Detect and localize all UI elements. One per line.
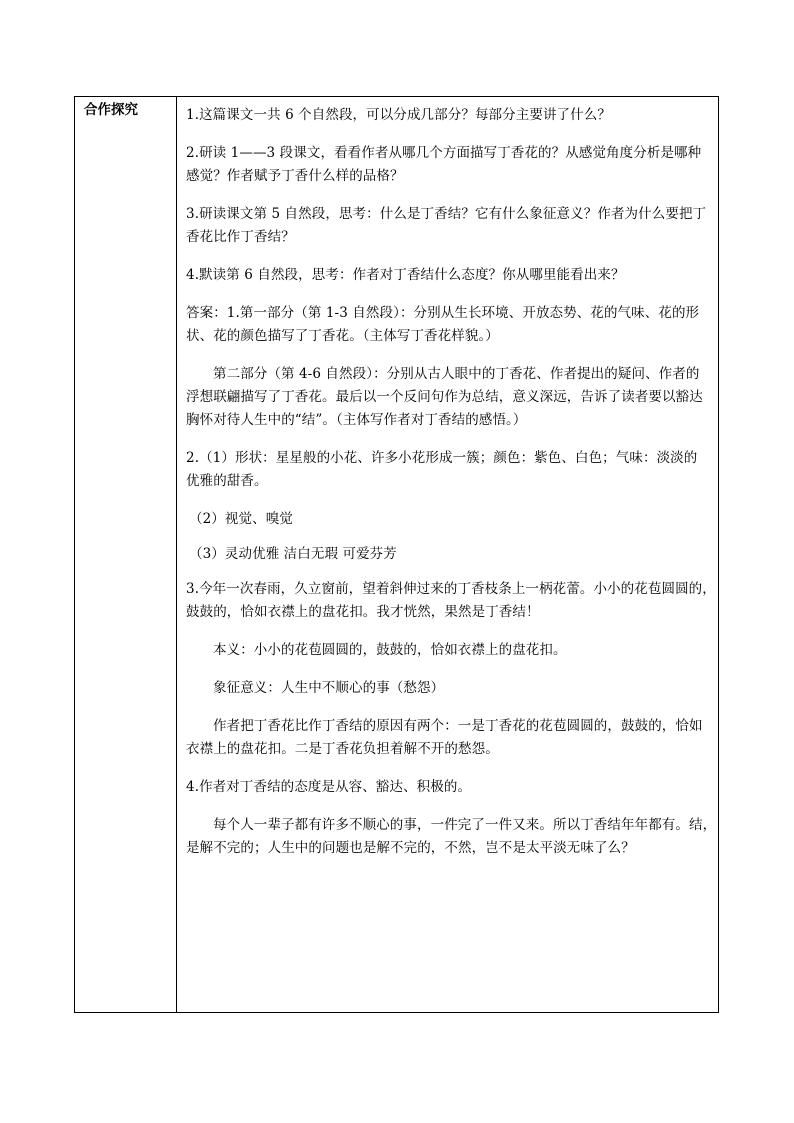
answer-1-part2-line-3: 胸怀对待人生中的“结”。（主体写作者对丁香结的感悟。） bbox=[186, 412, 527, 428]
answer-4-detail-line-1: 每个人一辈子都有许多不顺心的事，一件完了一件又来。所以丁香结年年都有。结， bbox=[213, 817, 717, 833]
answer-2-sub-3: （3）灵动优雅 洁白无瑕 可爱芬芳 bbox=[189, 546, 397, 562]
section-label: 合作探究 bbox=[84, 102, 138, 118]
answer-3-line-1: 3.今年一次春雨，久立窗前，望着斜伸过来的丁香枝条上一柄花蕾。小小的花苞圆圆的， bbox=[186, 581, 716, 597]
answer-1-part2-line-1: 第二部分（第 4-6 自然段）：分别从古人眼中的丁香花、作者提出的疑问、作者的 bbox=[213, 366, 700, 382]
answer-4: 4.作者对丁香结的态度是从容、豁达、积极的。 bbox=[186, 779, 472, 795]
answer-2-line-2: 优雅的甜香。 bbox=[186, 473, 268, 489]
answer-2-line-1: 2.（1）形状：星星般的小花、许多小花形成一簇；颜色：紫色、白色；气味：淡淡的 bbox=[186, 450, 698, 466]
worksheet-table bbox=[74, 96, 719, 1013]
question-4: 4.默读第 6 自然段，思考：作者对丁香结什么态度？你从哪里能看出来？ bbox=[186, 267, 625, 283]
answer-4-detail-line-2: 是解不完的；人生中的问题也是解不完的，不然，岂不是太平淡无味了么？ bbox=[186, 840, 635, 856]
question-2-line-1: 2.研读 1——3 段课文，看看作者从哪几个方面描写丁香花的？从感觉角度分析是哪种 bbox=[186, 145, 702, 161]
question-3-line-2: 香花比作丁香结？ bbox=[186, 229, 295, 245]
answer-3-reason-line-1: 作者把丁香花比作丁香结的原因有两个：一是丁香花的花苞圆圆的，鼓鼓的，恰如 bbox=[213, 718, 703, 734]
answer-3-reason-line-2: 衣襟上的盘花扣。二是丁香花负担着解不开的愁怨。 bbox=[186, 741, 499, 757]
answer-1-line-2: 状、花的颜色描写了丁香花。（主体写丁香花样貌。） bbox=[186, 328, 499, 344]
answer-3-meaning: 本义：小小的花苞圆圆的，鼓鼓的，恰如衣襟上的盘花扣。 bbox=[213, 642, 567, 658]
answer-2-sub-2: （2）视觉、嗅觉 bbox=[189, 511, 293, 527]
column-divider bbox=[176, 97, 177, 1012]
question-2-line-2: 感觉？作者赋予丁香什么样的品格？ bbox=[186, 168, 404, 184]
question-1: 1.这篇课文一共 6 个自然段，可以分成几部分？每部分主要讲了什么？ bbox=[186, 107, 611, 123]
answer-1-part2-line-2: 浮想联翩描写了丁香花。最后以一个反问句作为总结，意义深远，告诉了读者要以豁达 bbox=[186, 389, 703, 405]
answer-1-line-1: 答案：1.第一部分（第 1-3 自然段）：分别从生长环境、开放态势、花的气味、花的形 bbox=[186, 305, 700, 321]
content-cell bbox=[186, 104, 717, 860]
answer-3-symbol: 象征意义：人生中不顺心的事（愁怨） bbox=[213, 680, 445, 696]
question-3-line-1: 3.研读课文第 5 自然段，思考：什么是丁香结？它有什么象征意义？作者为什么要把丁 bbox=[186, 206, 707, 222]
answer-3-line-2: 鼓鼓的，恰如衣襟上的盘花扣。我才恍然，果然是丁香结！ bbox=[186, 604, 540, 620]
